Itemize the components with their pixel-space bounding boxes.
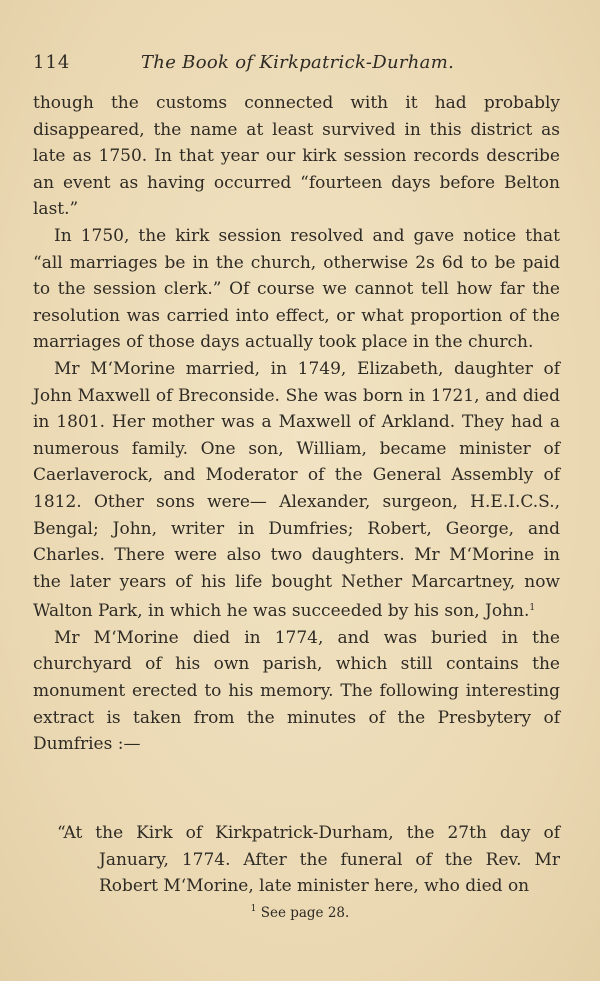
footnote-reference: 1 [529, 603, 536, 614]
quote-text: “At the Kirk of Kirkpatrick-Durham, the 27th day of January, 1774. After the funeral of the Rev. Mr Robert M‘Morine, late minister here, who died on [57, 823, 560, 897]
footnote-marker: 1 [250, 904, 257, 914]
block-quote [33, 820, 560, 900]
body-text [33, 90, 560, 758]
paragraph-family-text: Mr M‘Morine married, in 1749, Elizabeth, daughter of John Maxwell of Breconside. She was born in 1721, and died in 1801. Her mother was a Maxwell of Arkland. They had a numerous family. One son, William, became minister of Caerlaverock, and Moderator of the General Assembly of 1812. Other sons were— Alexander, surgeon, H.E.I.C.S., Bengal; John, writer in Dumfries; Robert, George, and Charles. There were also two daughters. Mr M‘Morine in the later years of his life bought Nether Marcartney, now Walton Park, in which he was succeeded by his son, John. [33, 358, 560, 622]
paragraph-death: Mr M‘Morine died in 1774, and was buried in the churchyard of his own parish, which still contains the monument erected to his memory. The following interesting extract is taken from the minutes of the Presbytery of Dumfries :— [33, 627, 560, 755]
footnote [0, 904, 600, 921]
paragraph-family [33, 356, 560, 625]
footnote-text: See page 28. [260, 905, 350, 921]
paragraph-marriages: In 1750, the kirk session resolved and gave notice that “all marriages be in the church, otherwise 2s 6d to be paid to the session clerk.” Of course we cannot tell how far the resolution was carried into effect, or what proportion of the marriages of those days actually took place in the church. [33, 225, 560, 353]
running-title: The Book of Kirkpatrick-Durham. [141, 52, 455, 73]
page-number: 114 [33, 52, 71, 73]
paragraph-continuation: though the customs connected with it had probably disappeared, the name at least survived in this district as late as 1750. In that year our kirk session records describe an event as having occurred “fourteen days before Belton last.” [33, 93, 560, 220]
page-header [33, 52, 563, 76]
